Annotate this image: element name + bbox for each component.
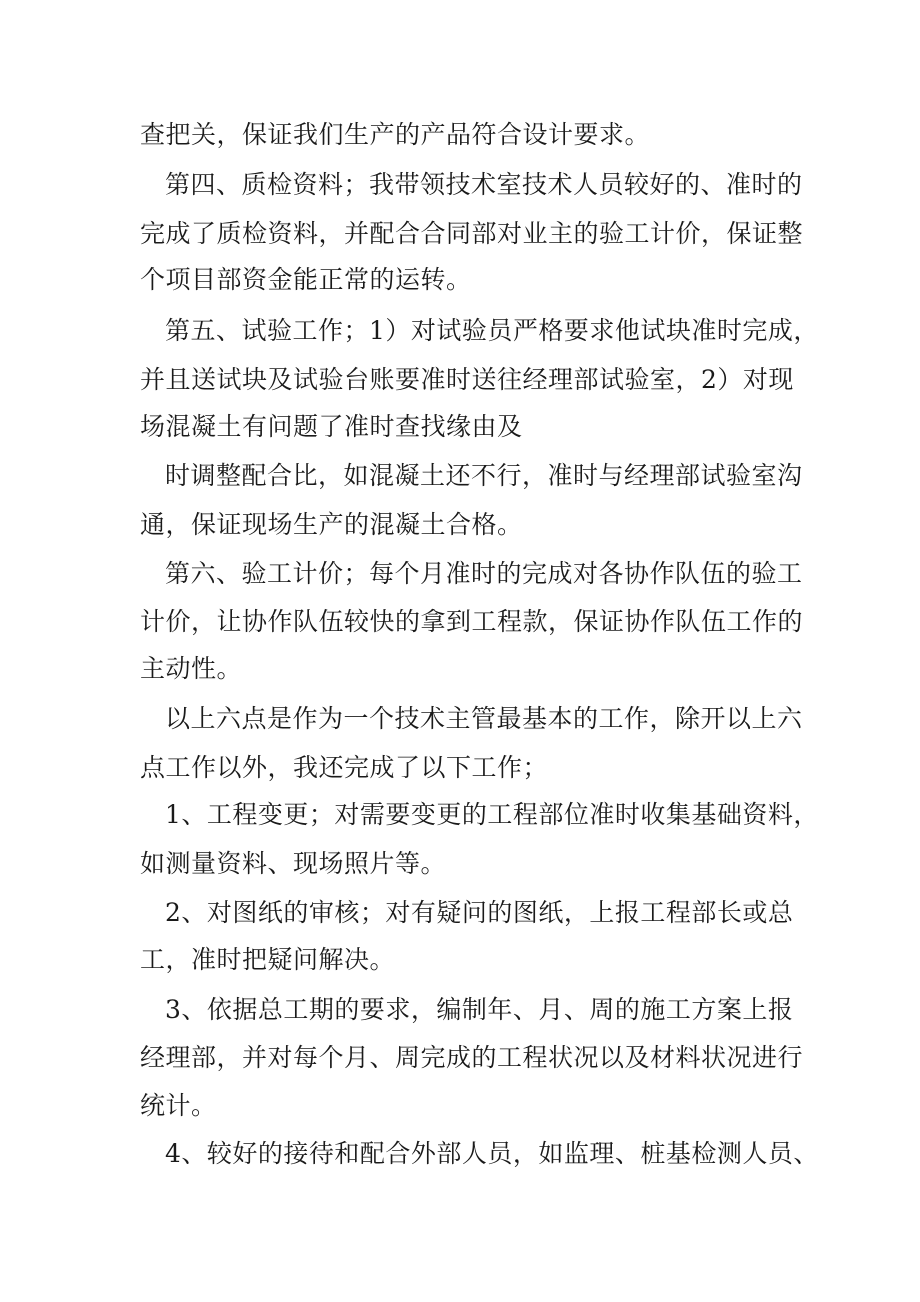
text-line: 如测量资料、现场照片等。 — [140, 849, 447, 878]
paragraph-first-line: 以上六点是作为一个技术主管最基本的工作，除开以上六 — [165, 704, 803, 733]
text-line: 点工作以外，我还完成了以下工作； — [140, 753, 549, 782]
text-line: 工，准时把疑问解决。 — [140, 945, 396, 974]
paragraph-first-line: 第四、质检资料；我带领技术室技术人员较好的、准时的 — [165, 170, 803, 199]
paragraph-first-line: 3、依据总工期的要求，编制年、月、周的施工方案上报 — [165, 995, 794, 1024]
text-line: 经理部，并对每个月、周完成的工程状况以及材料状况进行 — [140, 1043, 804, 1072]
text-line: 完成了质检资料，并配合合同部对业主的验工计价，保证整 — [140, 219, 804, 248]
paragraph-first-line: 时调整配合比，如混凝土还不行，准时与经理部试验室沟 — [165, 461, 803, 490]
paragraph-first-line: 1、工程变更；对需要变更的工程部位准时收集基础资料， — [165, 800, 819, 829]
text-line: 计价，让协作队伍较快的拿到工程款，保证协作队伍工作的 — [140, 607, 804, 636]
text-line: 统计。 — [140, 1091, 217, 1120]
text-line: 并且送试块及试验台账要准时送往经理部试验室，2）对现 — [140, 365, 794, 394]
text-line: 查把关，保证我们生产的产品符合设计要求。 — [140, 120, 651, 149]
text-line: 场混凝土有问题了准时查找缘由及 — [140, 412, 523, 441]
paragraph-first-line: 第六、验工计价；每个月准时的完成对各协作队伍的验工 — [165, 559, 803, 588]
paragraph-first-line: 4、较好的接待和配合外部人员，如监理、桩基检测人员、 — [165, 1139, 819, 1168]
text-line: 主动性。 — [140, 654, 243, 683]
text-line: 通，保证现场生产的混凝土合格。 — [140, 510, 523, 539]
paragraph-first-line: 第五、试验工作；1）对试验员严格要求他试块准时完成， — [165, 316, 819, 345]
text-line: 个项目部资金能正常的运转。 — [140, 265, 472, 294]
paragraph-first-line: 2、对图纸的审核；对有疑问的图纸，上报工程部长或总 — [165, 898, 794, 927]
